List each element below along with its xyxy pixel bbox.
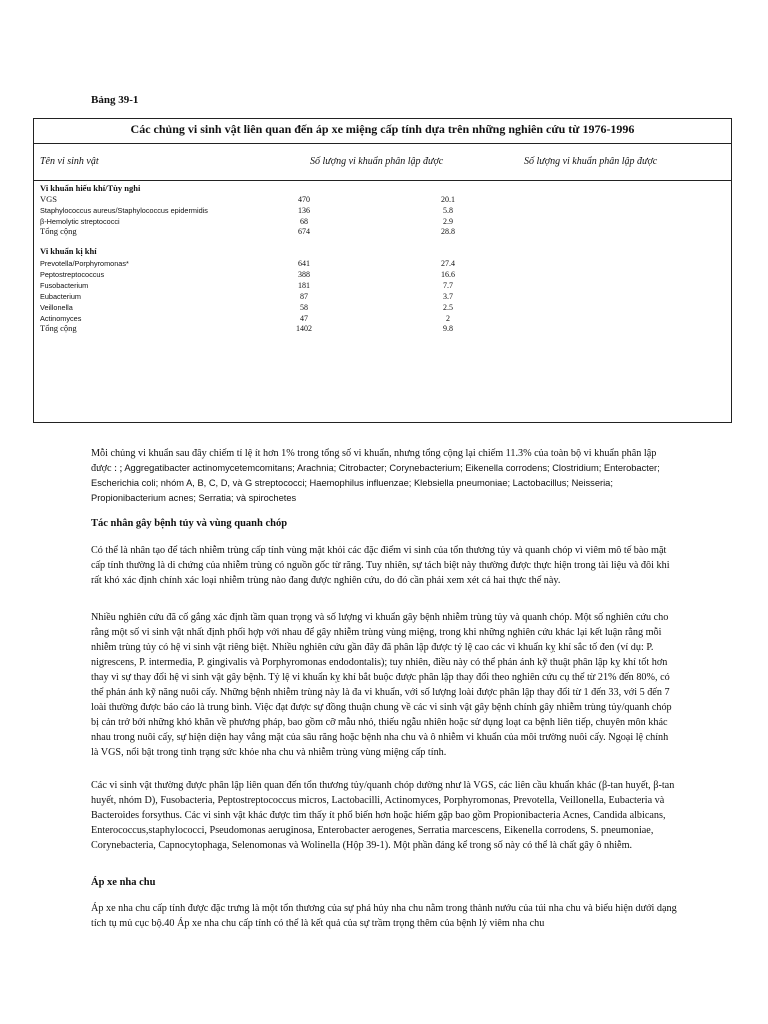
paragraph-text: Mỗi chủng vi khuẩn sau đây chiếm tỉ lệ ít hơn 1% trong tổng số vi khuẩn, nhưng tổng cộng lại chiếm 11.3% của toàn bộ vi khuẩn phân lập được : ;: [91, 448, 657, 474]
table-title: Các chủng vi sinh vật liên quan đến áp xe miệng cấp tính dựa trên những nghiên cứu từ 1976-1996: [130, 122, 635, 136]
row-percent: 3.7: [443, 292, 453, 301]
row-name: Fusobacterium: [40, 281, 89, 290]
row-count: 1402: [296, 324, 312, 333]
row-percent: 9.8: [443, 324, 453, 333]
row-percent: 5.8: [443, 206, 453, 215]
row-count: 388: [298, 270, 310, 279]
row-count: 58: [300, 303, 308, 312]
row-count: 68: [300, 217, 308, 226]
row-name: Actinomyces: [40, 314, 82, 323]
row-name: Prevotella/Porphyromonas*: [40, 259, 129, 268]
row-percent: 2: [446, 314, 450, 323]
table-caption: Bảng 39-1: [91, 94, 139, 106]
table-row: [40, 258, 730, 269]
row-count: 641: [298, 259, 310, 268]
table-rule-top: [34, 143, 731, 144]
row-name: Veillonella: [40, 303, 73, 312]
row-percent: 27.4: [441, 259, 455, 268]
paragraph-periodontal-abscess: Áp xe nha chu cấp tính được đặc trưng là một tổn thương của sự phá hủy nha chu nằm trong thành nướu của túi nha chu và biểu hiện dưới dạng tích tụ mủ cục bộ.40 Áp xe nha chu cấp tính có thể là kết quả của sự trầm trọng thêm của bệnh lý viêm nha chu: [91, 903, 677, 929]
row-count: 181: [298, 281, 310, 290]
table-39-1: [33, 118, 732, 423]
paragraph-organisms: Các vi sinh vật thường được phân lập liên quan đến tổn thương tủy/quanh chóp dường như là VGS, các liên cầu khuẩn khác (β-tan huyết, β-tan huyết, nhóm D), Fusobacteria, Peptostreptococcus micros, Lactobacilli, Actinomyces, Porphyromonas, Prevotella, Veillonella, Eubacteria và Bacteroides forsythus. Các vi sinh vật khác được tìm thấy ít phổ biến hơn hoặc hiếm gặp bao gồm Propionibacteria Acnes, Candida albicans, Enterococcus,staphylococci, Pseudomonas aeruginosa, Enterobacter aerogenes, Serratia marcescens, Eikenella corrodens, S. pneumoniae, Corynebacteria, Capnocytophaga, Selenomonas và Wolinella (Hộp 39-1). Một phần đáng kể trong số này có thể là chất gây ô nhiễm.: [91, 780, 675, 851]
row-percent: 20.1: [441, 195, 455, 204]
section-heading-periodontal-abscess: Áp xe nha chu: [91, 877, 156, 888]
row-count: 470: [298, 195, 310, 204]
col-header-count: Số lượng vi khuẩn phân lập được: [310, 156, 444, 167]
row-name: VGS: [40, 194, 58, 204]
row-name: Staphylococcus aureus/Staphylococcus epidermidis: [40, 206, 208, 215]
paragraph-pulpal-intro: Có thể là nhân tạo để tách nhiễm trùng cấp tính vùng mặt khỏi các đặc điểm vi sinh của tổn thương tủy và quanh chóp vì viêm mô tế bào mặt cấp tính thường là di chứng của nhiễm trùng có nguồn gốc từ răng. Tuy nhiên, sự tách biệt này thường được thực hiện trong tài liệu và đôi khi rất khó xác định chính xác loại nhiễm trùng nào đang được nghiên cứu, do đó cần phải xem xét cả hai thực thể này.: [91, 545, 670, 586]
table-row-total: [40, 226, 730, 237]
row-percent: 2.5: [443, 303, 453, 312]
table-row: [40, 302, 730, 313]
group-heading-aerobic: Vi khuẩn hiếu khí/Tùy nghi: [40, 183, 141, 193]
row-name: Tổng cộng: [40, 323, 77, 333]
row-name: Eubacterium: [40, 292, 81, 301]
table-row: [40, 205, 730, 216]
table-row: [40, 194, 730, 205]
table-row: [40, 291, 730, 302]
row-count: 674: [298, 227, 310, 236]
row-name: Peptostreptococcus: [40, 270, 105, 279]
row-percent: 28.8: [441, 227, 455, 236]
row-name: β-Hemolytic streptococci: [40, 217, 120, 226]
section-heading-pulpal: Tác nhân gây bệnh tủy và vùng quanh chóp: [91, 518, 288, 529]
row-count: 136: [298, 206, 310, 215]
paragraph-studies: Nhiều nghiên cứu đã cố gắng xác định tầm quan trọng và số lượng vi khuẩn gây bệnh nhiễm trùng tủy và quanh chóp. Một số nghiên cứu cho rằng một số vi sinh vật nhất định phối hợp với nhau để gây nhiễm trùng vùng miệng, trong khi những nghiên cứu khác lại kết luận rằng mỗi nhiễm trùng tủy có hệ vi sinh vật riêng biệt. Nhiều nghiên cứu gần đây đã phân lập được tỷ lệ cao các vi khuẩn kỵ khí sắc tố đen (ví dụ: P. nigrescens, P. intermedia, P. gingivalis và Porphyromonas endodontalis); tuy nhiên, điều này có thể phản ánh kỹ thuật phân lập kỵ khí tốt hơn thay vì sự thay đổi hệ vi sinh vật gây bệnh. Tỷ lệ vi khuẩn kỵ khí bắt buộc được phân lập thay đổi theo nghiên cứu cụ thể từ 21% đến 80%, có thể phản ánh kỹ năng nuôi cấy. Những bệnh nhiễm trùng này là đa vi khuẩn, với số lượng loài được phân lập thay đổi từ 1 đến 33, với 5 đến 7 loài thường được báo cáo là trung bình. Việc đạt được sự đồng thuận chung về các vi sinh vật gây bệnh chính gây nhiễm trùng tủy/quanh chóp bị cản trở bởi những khó khăn về phương pháp, bao gồm cỡ mẫu nhỏ, thiếu ngẫu nhiên hoặc sử dụng loạt ca bệnh liên tiếp, chuyên môn khác nhau trong nuôi cấy, sự hiện diện hay vắng mặt của sâu răng hoặc bệnh nha chu và ô nhiễm vi khuẩn của môi trường nuôi cấy. Ngoại lệ chính là VGS, nổi bật trong tình trạng sức khỏe nha chu và nhiễm trùng vùng miệng cấp tính.: [91, 612, 672, 758]
row-percent: 2.9: [443, 217, 453, 226]
table-row: [40, 280, 730, 291]
row-percent: 16.6: [441, 270, 455, 279]
col-header-percent: Số lượng vi khuẩn phân lập được: [524, 156, 658, 167]
table-row: [40, 269, 730, 280]
paragraph-rare-species: [91, 446, 677, 506]
species-list: Aggregatibacter actinomycetemcomitans; Arachnia; Citrobacter; Corynebacterium; Eikenella corrodens; Clostridium; Enterobacter; Escherichia coli; nhóm A, B, C, D, và G streptococci; Haemophilus influenzae; Klebsiella pneumoniae; Lactobacillus; Neisseria; Propionibacterium acnes; Serratia; và spirochetes: [91, 463, 660, 503]
row-percent: 7.7: [443, 281, 453, 290]
table-rule-header: [34, 180, 731, 181]
row-name: Tổng cộng: [40, 226, 77, 236]
group-heading-anaerobic: Vi khuẩn kị khí: [40, 246, 97, 256]
col-header-name: Tên vi sinh vật: [40, 156, 99, 167]
table-row-total: [40, 323, 730, 334]
row-count: 47: [300, 314, 308, 323]
row-count: 87: [300, 292, 308, 301]
